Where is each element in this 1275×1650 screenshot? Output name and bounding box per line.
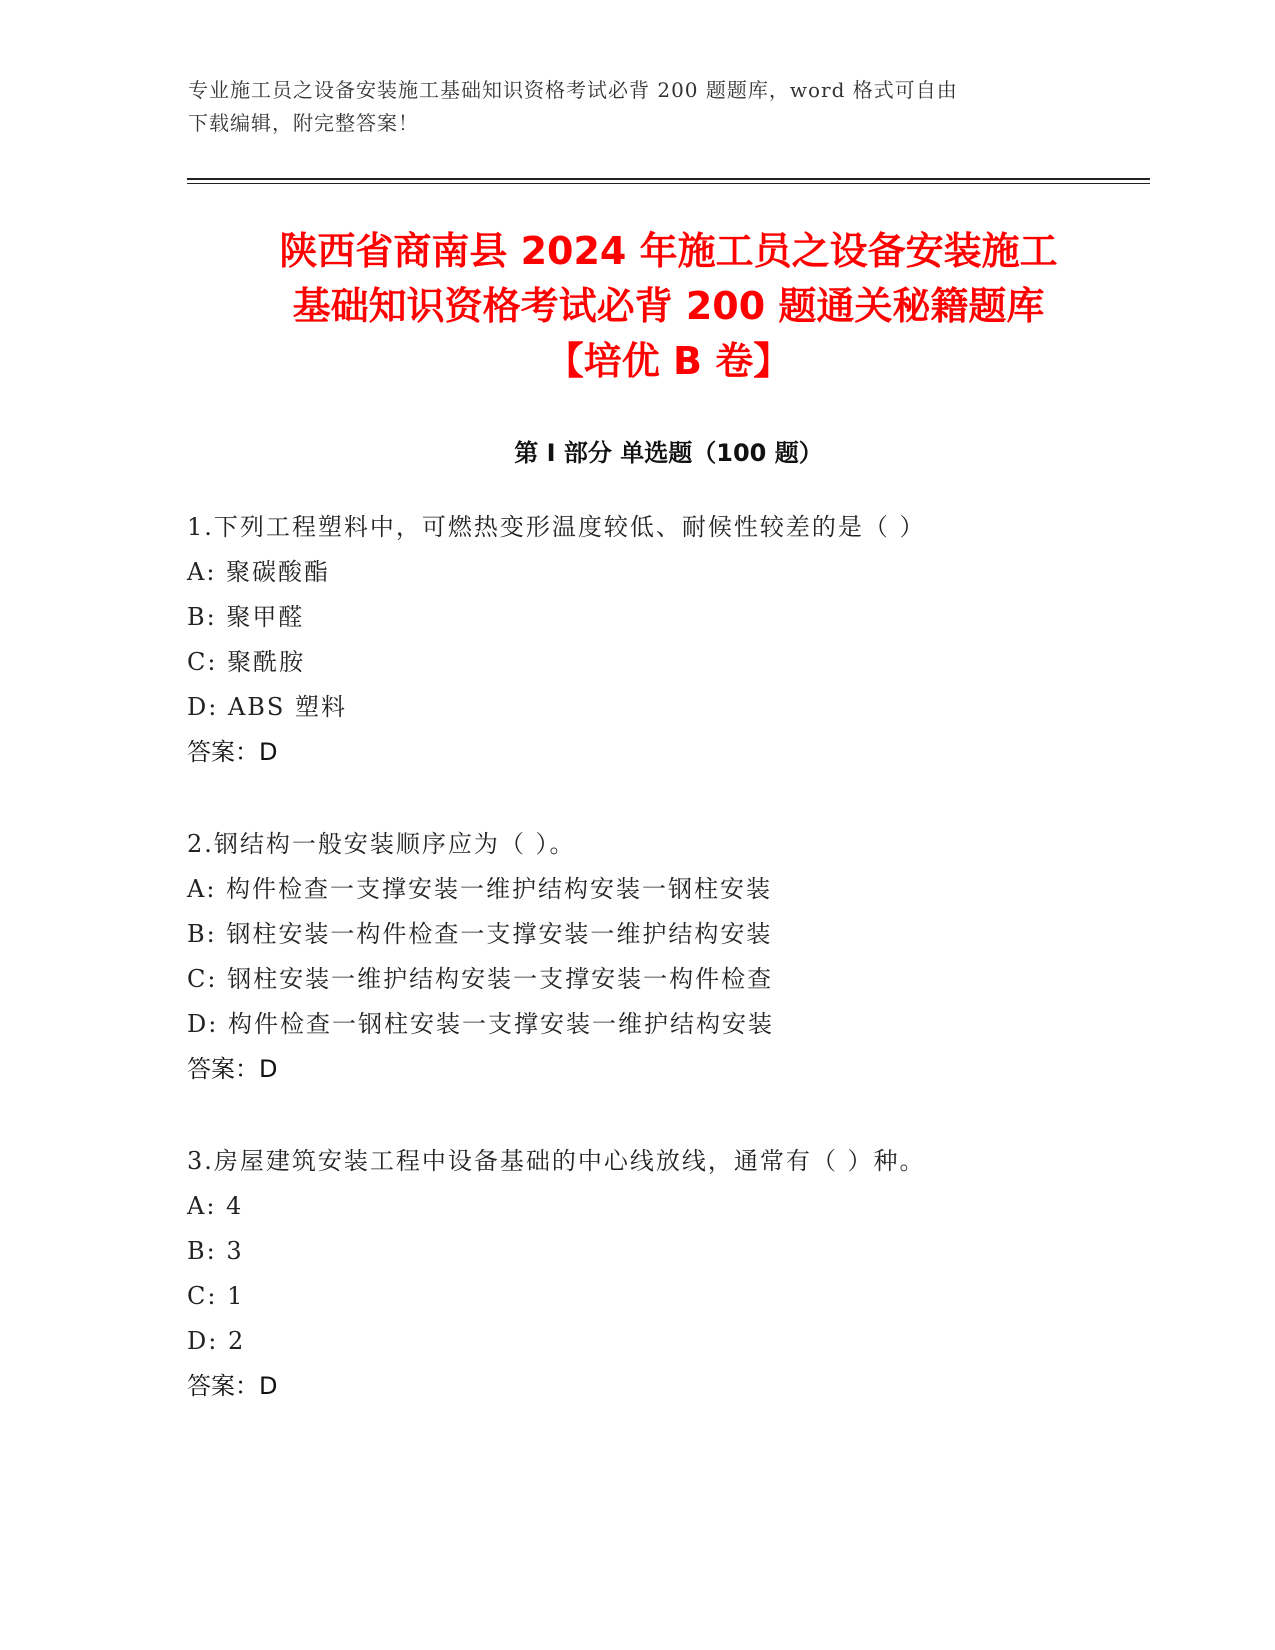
option-d: D: 构件检查一钢柱安装一支撑安装一维护结构安装 [187,1010,774,1038]
document-title-line-1: 陕西省商南县 2024 年施工员之设备安装施工 [279,229,1058,273]
option-c: C: 钢柱安装一维护结构安装一支撑安装一构件检查 [187,965,774,993]
answer: 答案：D [187,738,278,766]
document-title-line-3: 【培优 B 卷】 [545,339,792,383]
header-divider [187,178,1150,184]
option-c: C: 1 [187,1282,245,1310]
document-title-line-2: 基础知识资格考试必背 200 题通关秘籍题库 [292,284,1045,328]
question-stem: 2.钢结构一般安装顺序应为（ ）。 [187,830,576,858]
answer: 答案：D [187,1055,278,1083]
answer: 答案：D [187,1372,278,1400]
option-a: A: 聚碳酸酯 [187,558,331,586]
question-stem: 3.房屋建筑安装工程中设备基础的中心线放线，通常有（ ）种。 [187,1147,926,1175]
header-note [188,74,1068,140]
option-b: B: 钢柱安装一构件检查一支撑安装一维护结构安装 [187,920,773,948]
question-1 [187,505,1150,775]
header-note-line-1: 专业施工员之设备安装施工基础知识资格考试必背 200 题题库，word 格式可自由 [188,78,958,102]
option-d: D: 2 [187,1327,246,1355]
section-heading: 第 I 部分 单选题（100 题） [514,439,823,467]
question-stem: 1.下列工程塑料中，可燃热变形温度较低、耐候性较差的是（ ） [187,513,926,541]
option-a: A: 4 [187,1192,244,1220]
option-b: B: 3 [187,1237,244,1265]
question-2 [187,822,1150,1092]
option-b: B: 聚甲醛 [187,603,305,631]
option-c: C: 聚酰胺 [187,648,306,676]
option-d: D: ABS 塑料 [187,693,347,721]
document-title [187,224,1150,389]
question-3 [187,1139,1150,1409]
option-a: A: 构件检查一支撑安装一维护结构安装一钢柱安装 [187,875,773,903]
header-note-line-2: 下载编辑，附完整答案！ [188,111,419,135]
